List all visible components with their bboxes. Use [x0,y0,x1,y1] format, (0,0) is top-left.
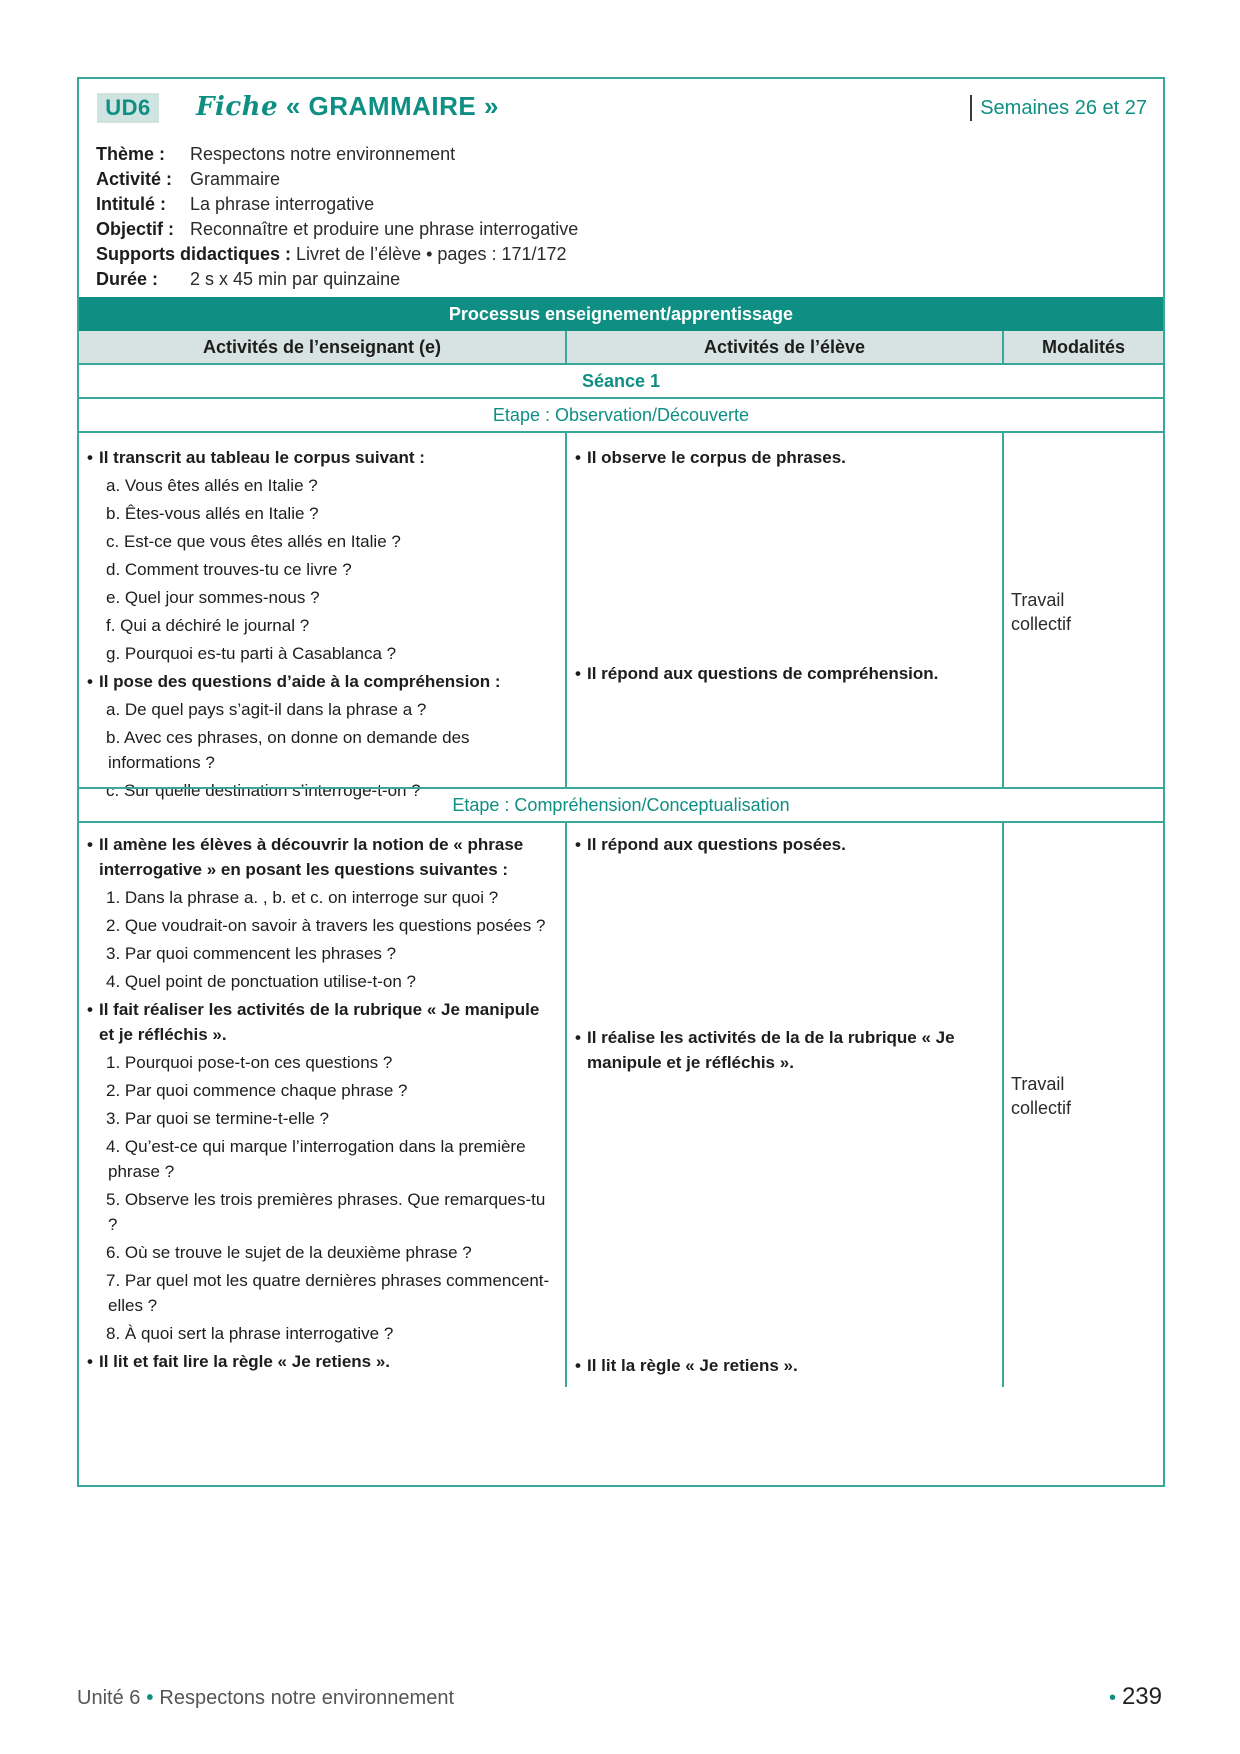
teacher-activity: • Il amène les élèves à découvrir la notion de « phrase interrogative » en posant les questions suivantes : [87,832,559,882]
corpus-item: a. Vous êtes allés en Italie ? [106,476,318,495]
activite-label: Activité : [96,169,173,189]
footer-unit [77,1687,454,1710]
theme-label: Thème : [96,144,166,164]
divider [565,331,567,363]
process-title: Processus enseignement/apprentissage [79,297,1163,331]
theme-row [96,142,578,167]
etape2-teacher-cell [87,832,559,1374]
etape1-student-cell-2 [575,661,995,686]
question-item: 4. Quel point de ponctuation utilise-t-on ? [106,972,416,991]
question-item: 3. Par quoi se termine-t-elle ? [106,1109,329,1128]
divider [1002,823,1004,1387]
student-activity: • Il répond aux questions de compréhension. [575,661,995,686]
supports-label: Supports didactiques : [96,244,292,264]
student-activity: • Il répond aux questions posées. [575,832,995,857]
sheet-info [96,142,578,292]
teacher-activity: • Il fait réaliser les activités de la rubrique « Je manipule et je réfléchis ». [87,997,559,1047]
footer-unit-number: Unité 6 [77,1687,141,1709]
corpus-item: g. Pourquoi es-tu parti à Casablanca ? [106,644,397,663]
activite-row [96,167,578,192]
page-number-block [1109,1683,1162,1711]
divider [565,823,567,1387]
teacher-activity: • Il transcrit au tableau le corpus suivant : [87,445,559,470]
lesson-sheet-frame [77,77,1165,1487]
etape1-teacher-cell [87,445,559,803]
weeks-label: Semaines 26 et 27 [970,95,1147,121]
etape1-modality: Travail collectif [1011,590,1072,634]
question-item: 7. Par quel mot les quatre dernières phrases commencent-elles ? [106,1271,550,1315]
intitule-value: La phrase interrogative [190,194,375,214]
corpus-item: c. Est-ce que vous êtes allés en Italie ? [106,532,401,551]
unit-badge: UD6 [97,93,159,123]
question-item: c. Sur quelle destination s’interroge-t-on ? [106,781,421,800]
teacher-activity: • Il pose des questions d’aide à la compréhension : [87,669,559,694]
supports-value: Livret de l’élève • pages : 171/172 [296,244,567,264]
divider [565,433,567,787]
student-activity: • Il lit la règle « Je retiens ». [575,1353,995,1378]
supports-row [96,242,578,267]
corpus-item: b. Êtes-vous allés en Italie ? [106,504,319,523]
corpus-item: f. Qui a déchiré le journal ? [106,616,310,635]
seance-title: Séance 1 [581,371,661,391]
col-header-teacher: Activités de l’enseignant (e) [79,331,565,363]
divider [1002,433,1004,787]
col-header-modal: Modalités [1004,331,1163,363]
bullet-icon: • [1108,1687,1116,1709]
sheet-header [79,79,1163,297]
activities-table [79,331,1163,1485]
page-number: 239 [1121,1683,1162,1710]
intitule-label: Intitulé : [96,194,166,214]
student-activity: • Il réalise les activités de la de la rubrique « Je manipule et je réfléchis ». [575,1025,995,1075]
row-divider [79,431,1163,433]
divider [1002,331,1004,363]
duree-value: 2 s x 45 min par quinzaine [190,269,401,289]
fiche-subject: « GRAMMAIRE » [285,91,499,121]
question-item: 1. Pourquoi pose-t-on ces questions ? [106,1053,393,1072]
col-header-student: Activités de l’élève [567,331,1002,363]
question-item: 5. Observe les trois premières phrases. Que remarques-tu ? [106,1190,546,1234]
question-item: 1. Dans la phrase a. , b. et c. on interroge sur quoi ? [106,888,499,907]
question-item: 2. Par quoi commence chaque phrase ? [106,1081,408,1100]
teacher-activity: • Il lit et fait lire la règle « Je retiens ». [87,1349,559,1374]
question-item: 4. Qu’est-ce qui marque l’interrogation dans la première phrase ? [106,1137,526,1181]
question-item: a. De quel pays s’agit-il dans la phrase a ? [106,700,427,719]
objectif-label: Objectif : [96,219,175,239]
duree-label: Durée : [96,269,159,289]
fiche-word: Fiche [196,92,279,122]
corpus-item: e. Quel jour sommes-nous ? [106,588,320,607]
intitule-row [96,192,578,217]
bullet-icon: • [146,1687,154,1709]
etape1-title: Etape : Observation/Découverte [492,405,750,425]
sheet-title [196,91,499,122]
etape1-student-cell-1 [575,445,995,470]
question-item: 2. Que voudrait-on savoir à travers les questions posées ? [106,916,546,935]
objectif-value: Reconnaître et produire une phrase interrogative [190,219,579,239]
objectif-row [96,217,578,242]
etape2-student-cell-1 [575,832,995,857]
activite-value: Grammaire [190,169,281,189]
etape2-student-cell-2 [575,1025,995,1075]
question-item: 3. Par quoi commencent les phrases ? [106,944,397,963]
duree-row [96,267,578,292]
question-item: 8. À quoi sert la phrase interrogative ? [106,1324,394,1343]
footer-unit-title: Respectons notre environnement [159,1687,455,1709]
question-item: 6. Où se trouve le sujet de la deuxième phrase ? [106,1243,472,1262]
etape2-student-cell-3 [575,1353,995,1378]
row-divider [79,821,1163,823]
etape2-title: Etape : Compréhension/Conceptualisation [452,795,790,815]
question-item: b. Avec ces phrases, on donne on demande des informations ? [106,728,470,772]
theme-value: Respectons notre environnement [190,144,456,164]
student-activity: • Il observe le corpus de phrases. [575,445,995,470]
etape2-modality: Travail collectif [1011,1074,1072,1118]
corpus-item: d. Comment trouves-tu ce livre ? [106,560,352,579]
